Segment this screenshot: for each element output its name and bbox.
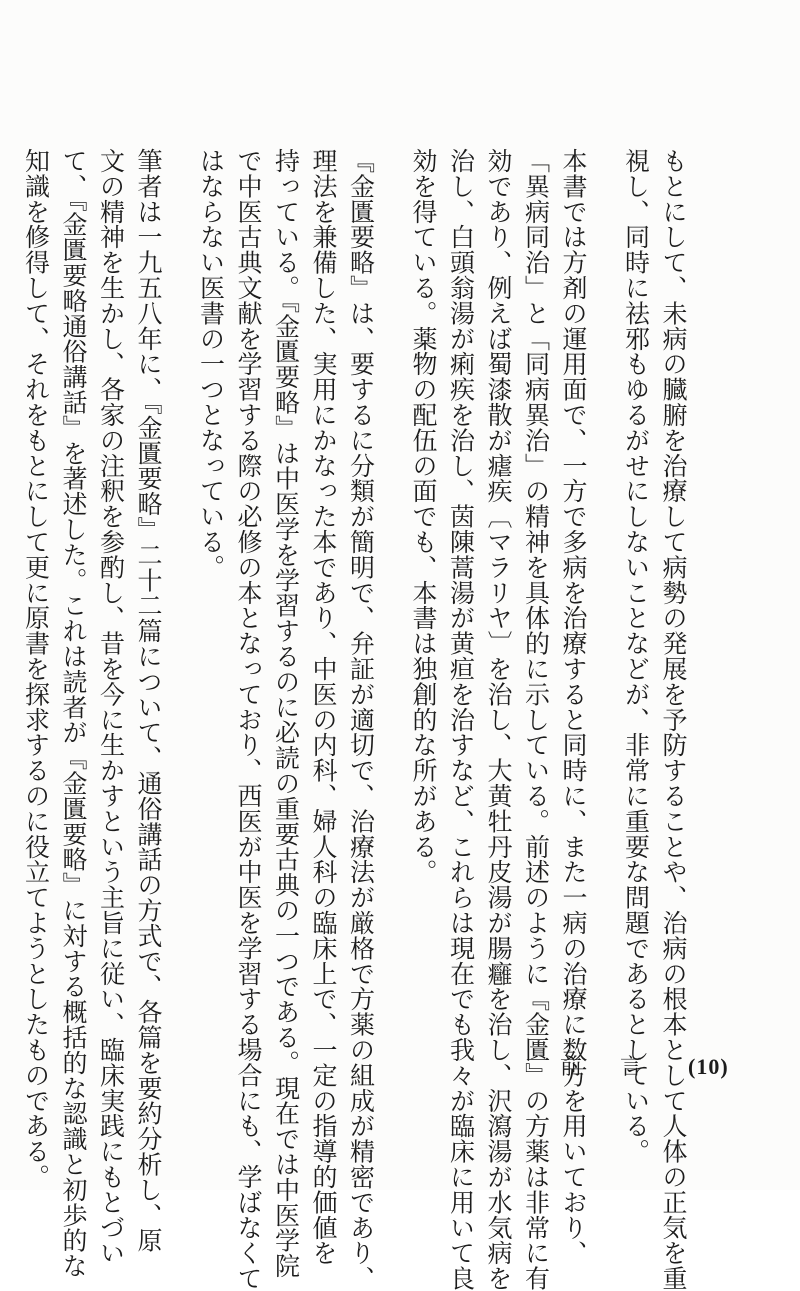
paragraph-first-line: 筆者は一九五八年に、『金匱要略』二十二篇について、通俗講話の方式で、各篇を要約分析し、原 xyxy=(134,148,163,1254)
text-line: 効を得ている。薬物の配伍の面でも、本書は独創的な所がある。 xyxy=(409,148,438,885)
text-line: で中医古典文献を学習する際の必修の本となっており、西医が中医を学習する場合にも、学ばなくて xyxy=(234,148,263,1291)
text-line: 治し、白頭翁湯が痢疾を治し、茵陳蒿湯が黄疸を治すなど、これらは現在でも我々が臨床に用いて良 xyxy=(446,148,476,1291)
text-line: 文の精神を生かし、各家の注釈を参酌し、昔を今に生かすという主旨に従い、臨床実践にもとづい xyxy=(96,148,126,1266)
text-line: 持っている。『金匱要略』は中医学を学習するのに必読の重要古典の一つである。現在では中医学院 xyxy=(271,148,301,1279)
text-line: 「異病同治」と「同病異治」の精神を具体的に示している。前述のように『金匱』の方薬は非常に有 xyxy=(521,148,551,1291)
page-number: (10) xyxy=(688,1054,729,1079)
paragraph-first-line xyxy=(0,148,17,978)
text-line: 視し、同時に祛邪もゆるがせにしないことなどが、非常に重要な問題であるとしている。 xyxy=(621,148,651,1164)
text-line: 効であり、例えば蜀漆散が瘧疾〔マラリヤ〕を治し、大黄牡丹皮湯が腸癰を治し、沢瀉湯が水気病を xyxy=(484,148,513,1291)
page-footer xyxy=(560,1050,729,1090)
text-line: はならない医書の一つとなっている。 xyxy=(196,148,226,580)
paragraph-first-line: 『金匱要略』は、要するに分類が簡明で、弁証が適切で、治療法が厳格で方薬の組成が精密であり、 xyxy=(346,148,376,1291)
text-line: 知識を修得して、それをもとにして更に原書を探求するのに役立てようとしたものである。 xyxy=(21,148,51,1190)
section-title: 前言 xyxy=(560,1055,681,1080)
text-line: 理法を兼備した、実用にかなった本であり、中医の内科、婦人科の臨床上で、一定の指導的価値を xyxy=(309,148,338,1266)
text-line: もとにして、未病の臓腑を治療して病勢の発展を予防することや、治病の根本として人体の正気を重 xyxy=(659,148,688,1291)
text-line: て、『金匱要略通俗講話』を著述した。これは読者が『金匱要略』に対する概括的な認識と初歩的な xyxy=(59,148,88,1279)
paragraph-first-line: 本書では方剤の運用面で、一方で多病を治療すると同時に、また一病の治療に数方を用いており、 xyxy=(559,148,588,1266)
